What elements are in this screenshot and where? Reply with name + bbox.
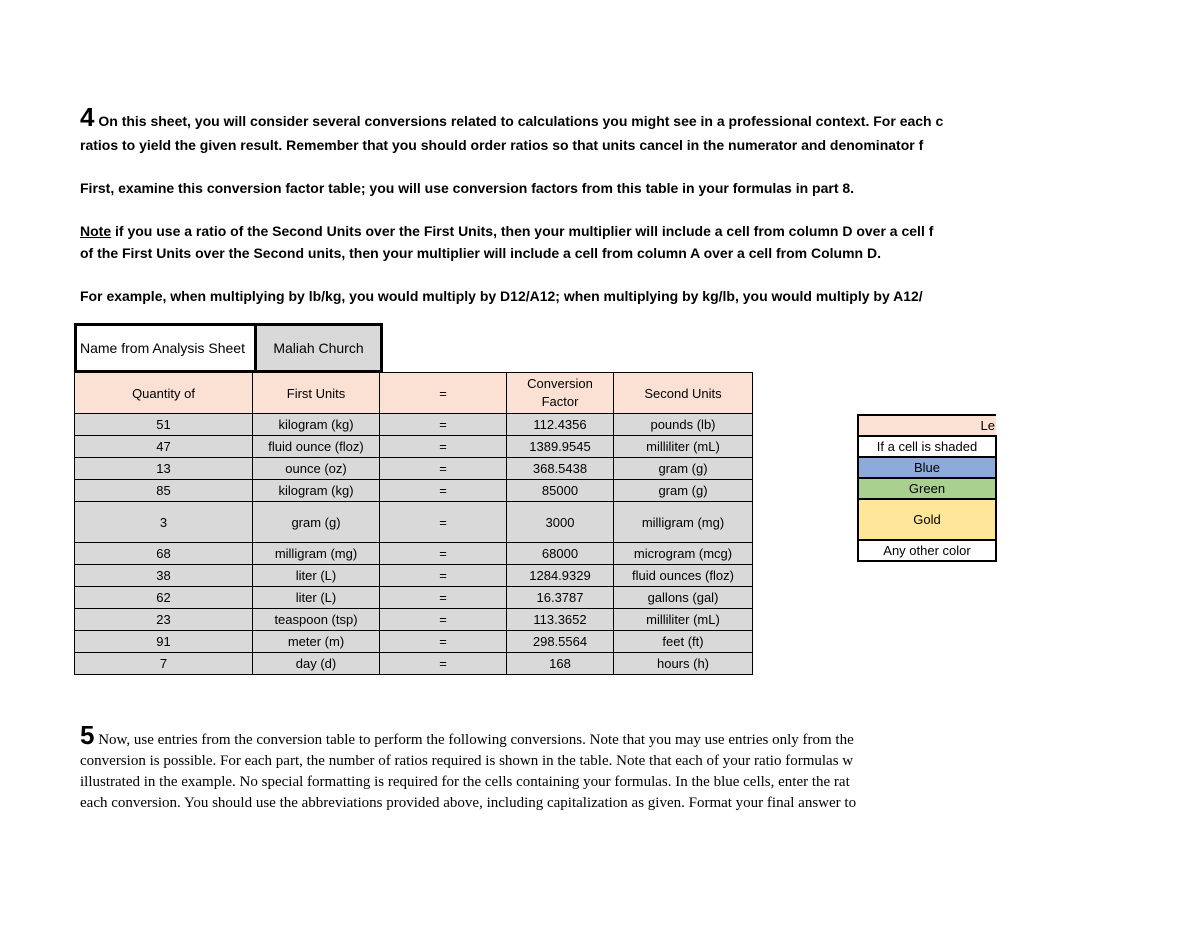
header-first-units: First Units <box>253 373 380 414</box>
cell-quantity[interactable]: 91 <box>75 631 253 653</box>
cell-factor[interactable]: 1389.9545 <box>507 436 614 458</box>
header-second-units: Second Units <box>614 373 753 414</box>
cell-second-units[interactable]: hours (h) <box>614 653 753 675</box>
note-text-1: if you use a ratio of the Second Units over the First Units, then your multiplier will include a cell from column D over a cell f <box>111 223 934 239</box>
legend-other: Any other color <box>858 540 996 561</box>
cell-quantity[interactable]: 51 <box>75 414 253 436</box>
name-label: Name from Analysis Sheet <box>76 325 256 372</box>
cell-first-units[interactable]: liter (L) <box>253 565 380 587</box>
table-row <box>75 543 753 565</box>
cell-equals[interactable]: = <box>380 502 507 543</box>
table-row <box>75 436 753 458</box>
cell-factor[interactable]: 298.5564 <box>507 631 614 653</box>
cell-equals[interactable]: = <box>380 609 507 631</box>
cell-first-units[interactable]: ounce (oz) <box>253 458 380 480</box>
cell-second-units[interactable]: microgram (mcg) <box>614 543 753 565</box>
cell-second-units[interactable]: gram (g) <box>614 480 753 502</box>
cell-first-units[interactable]: kilogram (kg) <box>253 480 380 502</box>
cell-first-units[interactable]: day (d) <box>253 653 380 675</box>
section-4-number: 4 <box>80 102 95 132</box>
cell-factor[interactable]: 85000 <box>507 480 614 502</box>
cell-second-units[interactable]: milliliter (mL) <box>614 609 753 631</box>
legend-green: Green <box>858 478 996 499</box>
name-box <box>74 323 383 373</box>
note-label: Note <box>80 223 112 239</box>
cell-first-units[interactable]: milligram (mg) <box>253 543 380 565</box>
section-5-line-3: illustrated in the example. No special formatting is required for the cells containing your formulas. In the blue cells, enter the rat <box>80 774 850 790</box>
table-row <box>75 565 753 587</box>
section-4-line-1 <box>80 102 943 133</box>
cell-factor[interactable]: 368.5438 <box>507 458 614 480</box>
cell-second-units[interactable]: gallons (gal) <box>614 587 753 609</box>
cell-quantity[interactable]: 7 <box>75 653 253 675</box>
table-row <box>75 587 753 609</box>
cell-first-units[interactable]: kilogram (kg) <box>253 414 380 436</box>
note-line-2: of the First Units over the Second units, then your multiplier will include a cell from column A over a cell from Column D. <box>80 245 881 261</box>
header-conversion-factor: Conversion Factor <box>507 373 614 414</box>
cell-quantity[interactable]: 23 <box>75 609 253 631</box>
cell-second-units[interactable]: pounds (lb) <box>614 414 753 436</box>
cell-factor[interactable]: 68000 <box>507 543 614 565</box>
cell-quantity[interactable]: 68 <box>75 543 253 565</box>
header-equals: = <box>380 373 507 414</box>
cell-first-units[interactable]: gram (g) <box>253 502 380 543</box>
cell-first-units[interactable]: liter (L) <box>253 587 380 609</box>
cell-equals[interactable]: = <box>380 458 507 480</box>
legend-gold: Gold <box>858 499 996 540</box>
section-5-line-2: conversion is possible. For each part, the number of ratios required is shown in the table. Note that each of your ratio formulas w <box>80 753 854 769</box>
cell-quantity[interactable]: 38 <box>75 565 253 587</box>
section-5-line-1 <box>80 720 854 751</box>
cell-factor[interactable]: 112.4356 <box>507 414 614 436</box>
cell-quantity[interactable]: 85 <box>75 480 253 502</box>
cell-equals[interactable]: = <box>380 653 507 675</box>
note-line-1 <box>80 223 933 239</box>
table-header-row <box>75 373 753 414</box>
section-4-line-3: First, examine this conversion factor table; you will use conversion factors from this table in your formulas in part 8. <box>80 180 855 196</box>
cell-quantity[interactable]: 3 <box>75 502 253 543</box>
cell-second-units[interactable]: fluid ounces (floz) <box>614 565 753 587</box>
cell-quantity[interactable]: 47 <box>75 436 253 458</box>
legend-title: Le <box>858 415 996 436</box>
cell-first-units[interactable]: fluid ounce (floz) <box>253 436 380 458</box>
cell-equals[interactable]: = <box>380 543 507 565</box>
section-4-line-2: ratios to yield the given result. Remember that you should order ratios so that units cancel in the numerator and denominator f <box>80 137 924 153</box>
cell-second-units[interactable]: gram (g) <box>614 458 753 480</box>
section-5-number: 5 <box>80 720 95 750</box>
section-4-text-1: On this sheet, you will consider several conversions related to calculations you might see in a professional context. For each c <box>98 113 944 129</box>
cell-second-units[interactable]: milliliter (mL) <box>614 436 753 458</box>
cell-first-units[interactable]: teaspoon (tsp) <box>253 609 380 631</box>
header-quantity: Quantity of <box>75 373 253 414</box>
section-5-text-1: Now, use entries from the conversion table to perform the following conversions. Note that you may use entries only from the <box>98 732 854 748</box>
color-legend <box>857 414 997 562</box>
table-row <box>75 502 753 543</box>
cell-factor[interactable]: 168 <box>507 653 614 675</box>
cell-factor[interactable]: 1284.9329 <box>507 565 614 587</box>
cell-quantity[interactable]: 13 <box>75 458 253 480</box>
section-5-line-4: each conversion. You should use the abbreviations provided above, including capitalization as given. Format your final answer to <box>80 795 857 811</box>
table-row <box>75 480 753 502</box>
cell-first-units[interactable]: meter (m) <box>253 631 380 653</box>
legend-blue: Blue <box>858 457 996 478</box>
legend-intro: If a cell is shaded <box>858 436 996 457</box>
cell-equals[interactable]: = <box>380 631 507 653</box>
cell-factor[interactable]: 16.3787 <box>507 587 614 609</box>
cell-factor[interactable]: 3000 <box>507 502 614 543</box>
example-line: For example, when multiplying by lb/kg, you would multiply by D12/A12; when multiplying by kg/lb, you would multiply by A12/ <box>80 288 923 304</box>
name-value[interactable]: Maliah Church <box>256 325 382 372</box>
table-row <box>75 631 753 653</box>
cell-second-units[interactable]: milligram (mg) <box>614 502 753 543</box>
table-row <box>75 458 753 480</box>
table-row <box>75 653 753 675</box>
cell-equals[interactable]: = <box>380 565 507 587</box>
cell-equals[interactable]: = <box>380 436 507 458</box>
cell-quantity[interactable]: 62 <box>75 587 253 609</box>
cell-equals[interactable]: = <box>380 414 507 436</box>
cell-second-units[interactable]: feet (ft) <box>614 631 753 653</box>
cell-equals[interactable]: = <box>380 480 507 502</box>
table-row <box>75 609 753 631</box>
cell-factor[interactable]: 113.3652 <box>507 609 614 631</box>
conversion-table <box>74 372 753 675</box>
table-row <box>75 414 753 436</box>
cell-equals[interactable]: = <box>380 587 507 609</box>
